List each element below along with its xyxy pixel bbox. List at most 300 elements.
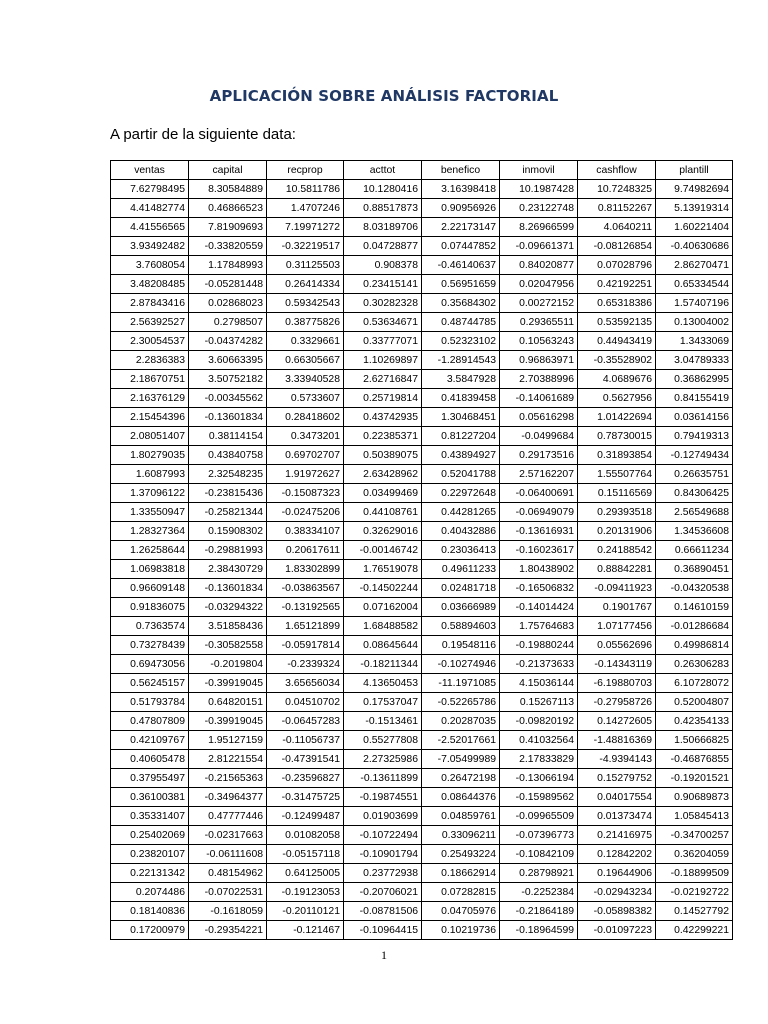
table-cell-ventas: 0.36100381 <box>111 788 189 807</box>
table-cell-capital: -0.07022531 <box>189 883 267 902</box>
table-cell-plantill: 1.50666825 <box>656 731 733 750</box>
table-cell-plantill: 2.56549688 <box>656 503 733 522</box>
table-cell-inmovil: -0.06949079 <box>500 503 578 522</box>
table-cell-recprop: -0.02475206 <box>267 503 344 522</box>
table-cell-inmovil: -0.2252384 <box>500 883 578 902</box>
table-cell-recprop: -0.05157118 <box>267 845 344 864</box>
table-row <box>111 408 733 427</box>
table-cell-plantill: 1.60221404 <box>656 218 733 237</box>
table-cell-benefico: -7.05499989 <box>422 750 500 769</box>
column-header-plantill: plantill <box>656 161 733 180</box>
table-cell-acttot: -0.10722494 <box>344 826 422 845</box>
table-cell-benefico: -0.10274946 <box>422 655 500 674</box>
table-cell-recprop: -0.11056737 <box>267 731 344 750</box>
table-row <box>111 617 733 636</box>
table-cell-inmovil: 0.23122748 <box>500 199 578 218</box>
table-cell-inmovil: -0.14014424 <box>500 598 578 617</box>
table-cell-cashflow: 0.15116569 <box>578 484 656 503</box>
table-cell-inmovil: -0.16506832 <box>500 579 578 598</box>
table-cell-cashflow: 1.55507764 <box>578 465 656 484</box>
table-cell-cashflow: 0.21416975 <box>578 826 656 845</box>
table-cell-plantill: 0.26306283 <box>656 655 733 674</box>
table-cell-cashflow: -0.01097223 <box>578 921 656 940</box>
table-cell-cashflow: 4.0689676 <box>578 370 656 389</box>
table-cell-plantill: -0.18899509 <box>656 864 733 883</box>
table-cell-recprop: -0.23596827 <box>267 769 344 788</box>
table-cell-ventas: 0.51793784 <box>111 693 189 712</box>
table-cell-plantill: 0.52004807 <box>656 693 733 712</box>
table-cell-inmovil: 1.75764683 <box>500 617 578 636</box>
table-cell-capital: 3.60663395 <box>189 351 267 370</box>
table-cell-cashflow: 1.07177456 <box>578 617 656 636</box>
table-cell-cashflow: -0.14343119 <box>578 655 656 674</box>
table-cell-cashflow: 0.88842281 <box>578 560 656 579</box>
table-cell-ventas: 0.35331407 <box>111 807 189 826</box>
table-cell-inmovil: 8.26966599 <box>500 218 578 237</box>
table-cell-acttot: 2.27325986 <box>344 750 422 769</box>
table-cell-acttot: 0.23415141 <box>344 275 422 294</box>
table-cell-benefico: 0.35684302 <box>422 294 500 313</box>
table-cell-acttot: -0.10964415 <box>344 921 422 940</box>
table-cell-acttot: 0.43742935 <box>344 408 422 427</box>
table-cell-benefico: 0.43894927 <box>422 446 500 465</box>
table-cell-inmovil: 0.29173516 <box>500 446 578 465</box>
table-row <box>111 503 733 522</box>
table-row <box>111 351 733 370</box>
table-cell-cashflow: 0.12842202 <box>578 845 656 864</box>
table-row <box>111 446 733 465</box>
table-cell-acttot: -0.19874551 <box>344 788 422 807</box>
table-row <box>111 313 733 332</box>
table-cell-acttot: 1.10269897 <box>344 351 422 370</box>
table-cell-recprop: -0.32219517 <box>267 237 344 256</box>
table-cell-plantill: 0.26635751 <box>656 465 733 484</box>
table-cell-recprop: 3.33940528 <box>267 370 344 389</box>
table-cell-recprop: 0.20617611 <box>267 541 344 560</box>
table-cell-capital: 0.38114154 <box>189 427 267 446</box>
table-cell-recprop: -0.19123053 <box>267 883 344 902</box>
table-row <box>111 845 733 864</box>
table-cell-recprop: -0.121467 <box>267 921 344 940</box>
table-cell-benefico: 3.16398418 <box>422 180 500 199</box>
table-cell-benefico: 0.23036413 <box>422 541 500 560</box>
table-cell-ventas: 0.37955497 <box>111 769 189 788</box>
table-row <box>111 560 733 579</box>
table-cell-capital: 0.46866523 <box>189 199 267 218</box>
table-cell-benefico: 0.08644376 <box>422 788 500 807</box>
table-cell-recprop: 0.38775826 <box>267 313 344 332</box>
table-cell-acttot: 0.25719814 <box>344 389 422 408</box>
table-cell-acttot: 0.53634671 <box>344 313 422 332</box>
table-cell-ventas: 0.18140836 <box>111 902 189 921</box>
table-cell-ventas: 0.40605478 <box>111 750 189 769</box>
table-cell-inmovil: 1.80438902 <box>500 560 578 579</box>
table-cell-capital: -0.34964377 <box>189 788 267 807</box>
table-cell-inmovil: -0.06400691 <box>500 484 578 503</box>
table-cell-ventas: 0.91836075 <box>111 598 189 617</box>
table-cell-benefico: -0.46140637 <box>422 256 500 275</box>
table-cell-benefico: 0.49611233 <box>422 560 500 579</box>
table-row <box>111 218 733 237</box>
table-cell-plantill: -0.12749434 <box>656 446 733 465</box>
table-row <box>111 256 733 275</box>
table-cell-plantill: 0.14527792 <box>656 902 733 921</box>
table-cell-cashflow: 0.01373474 <box>578 807 656 826</box>
table-cell-acttot: 0.88517873 <box>344 199 422 218</box>
table-row <box>111 332 733 351</box>
table-cell-inmovil: 4.15036144 <box>500 674 578 693</box>
table-cell-plantill: 1.57407196 <box>656 294 733 313</box>
table-row <box>111 750 733 769</box>
table-cell-recprop: -0.15087323 <box>267 484 344 503</box>
table-row <box>111 636 733 655</box>
table-cell-plantill: 2.86270471 <box>656 256 733 275</box>
table-cell-capital: -0.03294322 <box>189 598 267 617</box>
table-cell-capital: -0.00345562 <box>189 389 267 408</box>
table-cell-cashflow: 0.53592135 <box>578 313 656 332</box>
table-cell-capital: -0.39919045 <box>189 674 267 693</box>
table-cell-ventas: 0.42109767 <box>111 731 189 750</box>
table-cell-benefico: 2.22173147 <box>422 218 500 237</box>
column-header-cashflow: cashflow <box>578 161 656 180</box>
table-cell-benefico: 0.20287035 <box>422 712 500 731</box>
table-cell-inmovil: 0.84020877 <box>500 256 578 275</box>
column-header-acttot: acttot <box>344 161 422 180</box>
table-cell-benefico: 3.5847928 <box>422 370 500 389</box>
table-row <box>111 294 733 313</box>
table-cell-plantill: -0.01286684 <box>656 617 733 636</box>
table-cell-benefico: 1.30468451 <box>422 408 500 427</box>
table-cell-cashflow: 0.14272605 <box>578 712 656 731</box>
table-cell-ventas: 4.41482774 <box>111 199 189 218</box>
table-row <box>111 788 733 807</box>
table-cell-ventas: 0.73278439 <box>111 636 189 655</box>
table-cell-acttot: -0.1513461 <box>344 712 422 731</box>
table-cell-ventas: 4.41556565 <box>111 218 189 237</box>
table-cell-recprop: 0.01082058 <box>267 826 344 845</box>
data-table <box>110 160 733 940</box>
table-cell-ventas: 1.28327364 <box>111 522 189 541</box>
table-cell-cashflow: 0.15279752 <box>578 769 656 788</box>
table-cell-acttot: 4.13650453 <box>344 674 422 693</box>
table-cell-cashflow: 0.78730015 <box>578 427 656 446</box>
table-cell-ventas: 0.25402069 <box>111 826 189 845</box>
table-cell-plantill: 1.3433069 <box>656 332 733 351</box>
table-cell-capital: 2.32548235 <box>189 465 267 484</box>
table-row <box>111 237 733 256</box>
table-cell-recprop: -0.13192565 <box>267 598 344 617</box>
table-cell-cashflow: 0.07028796 <box>578 256 656 275</box>
table-cell-cashflow: 10.7248325 <box>578 180 656 199</box>
table-cell-cashflow: 0.29393518 <box>578 503 656 522</box>
table-cell-cashflow: -0.02943234 <box>578 883 656 902</box>
table-cell-ventas: 0.7363574 <box>111 617 189 636</box>
intro-text: A partir de la siguiente data: <box>110 126 296 143</box>
table-cell-acttot: 0.32629016 <box>344 522 422 541</box>
table-cell-inmovil: 2.57162207 <box>500 465 578 484</box>
table-cell-benefico: -1.28914543 <box>422 351 500 370</box>
table-cell-benefico: -2.52017661 <box>422 731 500 750</box>
table-cell-ventas: 7.62798495 <box>111 180 189 199</box>
table-cell-benefico: 0.41839458 <box>422 389 500 408</box>
table-cell-cashflow: -1.48816369 <box>578 731 656 750</box>
table-cell-ventas: 1.37096122 <box>111 484 189 503</box>
table-cell-plantill: 0.79419313 <box>656 427 733 446</box>
table-cell-ventas: 1.6087993 <box>111 465 189 484</box>
table-cell-ventas: 1.26258644 <box>111 541 189 560</box>
table-cell-recprop: 10.5811786 <box>267 180 344 199</box>
table-cell-inmovil: -0.09820192 <box>500 712 578 731</box>
table-cell-plantill: 0.36862995 <box>656 370 733 389</box>
table-cell-benefico: 0.18662914 <box>422 864 500 883</box>
table-row <box>111 674 733 693</box>
table-cell-inmovil: -0.0499684 <box>500 427 578 446</box>
table-cell-acttot: 1.76519078 <box>344 560 422 579</box>
table-cell-recprop: -0.12499487 <box>267 807 344 826</box>
table-cell-inmovil: -0.14061689 <box>500 389 578 408</box>
table-cell-recprop: 0.3329661 <box>267 332 344 351</box>
table-cell-acttot: 0.30282328 <box>344 294 422 313</box>
table-cell-ventas: 3.93492482 <box>111 237 189 256</box>
table-cell-ventas: 0.96609148 <box>111 579 189 598</box>
table-cell-recprop: -0.06457283 <box>267 712 344 731</box>
table-cell-capital: -0.2019804 <box>189 655 267 674</box>
table-cell-benefico: 0.52041788 <box>422 465 500 484</box>
table-cell-plantill: 0.36890451 <box>656 560 733 579</box>
table-cell-plantill: -0.19201521 <box>656 769 733 788</box>
table-cell-inmovil: -0.09661371 <box>500 237 578 256</box>
table-cell-ventas: 3.48208485 <box>111 275 189 294</box>
table-cell-capital: 7.81909693 <box>189 218 267 237</box>
table-cell-ventas: 2.16376129 <box>111 389 189 408</box>
table-cell-ventas: 1.06983818 <box>111 560 189 579</box>
table-cell-benefico: 0.56951659 <box>422 275 500 294</box>
table-cell-plantill: 6.10728072 <box>656 674 733 693</box>
table-cell-plantill: 0.13004002 <box>656 313 733 332</box>
column-header-inmovil: inmovil <box>500 161 578 180</box>
table-cell-acttot: -0.00146742 <box>344 541 422 560</box>
table-cell-benefico: 0.25493224 <box>422 845 500 864</box>
table-cell-plantill: 0.84306425 <box>656 484 733 503</box>
table-cell-cashflow: 4.0640211 <box>578 218 656 237</box>
table-cell-cashflow: -0.08126854 <box>578 237 656 256</box>
table-cell-acttot: -0.10901794 <box>344 845 422 864</box>
table-cell-acttot: -0.08781506 <box>344 902 422 921</box>
table-row <box>111 199 733 218</box>
table-cell-acttot: 0.17537047 <box>344 693 422 712</box>
table-cell-ventas: 1.80279035 <box>111 446 189 465</box>
table-cell-ventas: 0.23820107 <box>111 845 189 864</box>
table-cell-inmovil: 0.15267113 <box>500 693 578 712</box>
table-cell-inmovil: 10.1987428 <box>500 180 578 199</box>
table-cell-benefico: 0.44281265 <box>422 503 500 522</box>
table-cell-cashflow: -0.05898382 <box>578 902 656 921</box>
table-cell-ventas: 2.56392527 <box>111 313 189 332</box>
table-cell-recprop: -0.47391541 <box>267 750 344 769</box>
table-cell-recprop: 0.64125005 <box>267 864 344 883</box>
table-cell-benefico: 0.26472198 <box>422 769 500 788</box>
table-cell-benefico: 0.07447852 <box>422 237 500 256</box>
table-cell-ventas: 3.7608054 <box>111 256 189 275</box>
table-row <box>111 731 733 750</box>
table-cell-capital: 3.51858436 <box>189 617 267 636</box>
table-cell-ventas: 2.08051407 <box>111 427 189 446</box>
table-cell-cashflow: 0.04017554 <box>578 788 656 807</box>
table-cell-recprop: 7.19971272 <box>267 218 344 237</box>
table-cell-capital: -0.25821344 <box>189 503 267 522</box>
table-cell-benefico: -0.52265786 <box>422 693 500 712</box>
table-cell-capital: 0.48154962 <box>189 864 267 883</box>
table-row <box>111 579 733 598</box>
table-cell-capital: -0.1618059 <box>189 902 267 921</box>
table-cell-plantill: 0.84155419 <box>656 389 733 408</box>
table-cell-benefico: 0.48744785 <box>422 313 500 332</box>
table-cell-plantill: -0.02192722 <box>656 883 733 902</box>
table-cell-acttot: 0.55277808 <box>344 731 422 750</box>
table-cell-plantill: 0.42299221 <box>656 921 733 940</box>
table-cell-recprop: 0.31125503 <box>267 256 344 275</box>
table-cell-inmovil: -0.21373633 <box>500 655 578 674</box>
table-cell-inmovil: 0.02047956 <box>500 275 578 294</box>
table-cell-acttot: -0.14502244 <box>344 579 422 598</box>
table-cell-benefico: 0.03666989 <box>422 598 500 617</box>
table-row <box>111 389 733 408</box>
table-cell-ventas: 1.33550947 <box>111 503 189 522</box>
table-cell-recprop: 0.5733607 <box>267 389 344 408</box>
table-cell-benefico: 0.52323102 <box>422 332 500 351</box>
table-cell-capital: -0.13601834 <box>189 408 267 427</box>
table-cell-plantill: 5.13919314 <box>656 199 733 218</box>
table-cell-cashflow: 0.5627956 <box>578 389 656 408</box>
table-cell-inmovil: -0.15989562 <box>500 788 578 807</box>
table-cell-recprop: -0.05917814 <box>267 636 344 655</box>
table-cell-inmovil: -0.13616931 <box>500 522 578 541</box>
table-cell-recprop: -0.2339324 <box>267 655 344 674</box>
table-cell-plantill: -0.04320538 <box>656 579 733 598</box>
table-cell-inmovil: -0.21864189 <box>500 902 578 921</box>
table-cell-cashflow: -0.09411923 <box>578 579 656 598</box>
table-body <box>111 180 733 940</box>
table-cell-benefico: 0.22972648 <box>422 484 500 503</box>
table-cell-ventas: 0.17200979 <box>111 921 189 940</box>
table-cell-inmovil: 0.10563243 <box>500 332 578 351</box>
table-cell-benefico: 0.58894603 <box>422 617 500 636</box>
table-cell-recprop: -0.03863567 <box>267 579 344 598</box>
table-cell-acttot: 0.08645644 <box>344 636 422 655</box>
table-cell-capital: 0.15908302 <box>189 522 267 541</box>
table-cell-recprop: 0.28418602 <box>267 408 344 427</box>
table-cell-recprop: 0.69702707 <box>267 446 344 465</box>
table-cell-inmovil: -0.16023617 <box>500 541 578 560</box>
table-cell-cashflow: 0.44943419 <box>578 332 656 351</box>
table-cell-acttot: 0.01903699 <box>344 807 422 826</box>
table-cell-acttot: 0.07162004 <box>344 598 422 617</box>
table-cell-benefico: 0.81227204 <box>422 427 500 446</box>
table-row <box>111 807 733 826</box>
table-cell-capital: 0.02868023 <box>189 294 267 313</box>
table-cell-cashflow: 0.42192251 <box>578 275 656 294</box>
table-cell-ventas: 0.22131342 <box>111 864 189 883</box>
table-cell-ventas: 2.18670751 <box>111 370 189 389</box>
table-cell-cashflow: 0.81152267 <box>578 199 656 218</box>
table-cell-inmovil: 0.96863971 <box>500 351 578 370</box>
table-row <box>111 541 733 560</box>
table-cell-recprop: 0.3473201 <box>267 427 344 446</box>
table-cell-ventas: 2.30054537 <box>111 332 189 351</box>
table-cell-acttot: 2.62716847 <box>344 370 422 389</box>
column-header-capital: capital <box>189 161 267 180</box>
table-cell-capital: 1.17848993 <box>189 256 267 275</box>
table-cell-cashflow: 0.05562696 <box>578 636 656 655</box>
table-cell-capital: 3.50752182 <box>189 370 267 389</box>
table-cell-capital: -0.23815436 <box>189 484 267 503</box>
table-cell-recprop: -0.20110121 <box>267 902 344 921</box>
table-cell-acttot: 2.63428962 <box>344 465 422 484</box>
table-cell-capital: 0.43840758 <box>189 446 267 465</box>
table-cell-plantill: 0.90689873 <box>656 788 733 807</box>
table-cell-acttot: -0.13611899 <box>344 769 422 788</box>
table-cell-capital: -0.13601834 <box>189 579 267 598</box>
table-cell-plantill: 1.05845413 <box>656 807 733 826</box>
table-row <box>111 180 733 199</box>
table-cell-capital: -0.29881993 <box>189 541 267 560</box>
table-row <box>111 826 733 845</box>
column-header-recprop: recprop <box>267 161 344 180</box>
table-row <box>111 370 733 389</box>
column-header-benefico: benefico <box>422 161 500 180</box>
table-cell-acttot: 1.68488582 <box>344 617 422 636</box>
table-cell-ventas: 0.56245157 <box>111 674 189 693</box>
table-row <box>111 598 733 617</box>
table-cell-plantill: 3.04789333 <box>656 351 733 370</box>
table-cell-plantill: 0.36204059 <box>656 845 733 864</box>
table-cell-capital: 1.95127159 <box>189 731 267 750</box>
table-cell-capital: -0.29354221 <box>189 921 267 940</box>
table-cell-cashflow: 0.20131906 <box>578 522 656 541</box>
table-cell-acttot: 8.03189706 <box>344 218 422 237</box>
table-cell-acttot: 0.04728877 <box>344 237 422 256</box>
table-cell-cashflow: 0.24188542 <box>578 541 656 560</box>
table-cell-plantill: 0.14610159 <box>656 598 733 617</box>
table-cell-capital: 0.47777446 <box>189 807 267 826</box>
table-row <box>111 883 733 902</box>
table-cell-acttot: 0.33777071 <box>344 332 422 351</box>
table-cell-recprop: 1.65121899 <box>267 617 344 636</box>
table-cell-acttot: 0.50389075 <box>344 446 422 465</box>
table-cell-plantill: 1.34536608 <box>656 522 733 541</box>
table-cell-inmovil: 2.17833829 <box>500 750 578 769</box>
table-cell-recprop: 0.26414334 <box>267 275 344 294</box>
table-cell-recprop: 1.83302899 <box>267 560 344 579</box>
table-cell-capital: 0.2798507 <box>189 313 267 332</box>
table-cell-inmovil: -0.19880244 <box>500 636 578 655</box>
table-cell-capital: 2.38430729 <box>189 560 267 579</box>
table-cell-benefico: 0.10219736 <box>422 921 500 940</box>
table-cell-acttot: -0.18211344 <box>344 655 422 674</box>
table-cell-recprop: 3.65656034 <box>267 674 344 693</box>
table-cell-inmovil: 0.29365511 <box>500 313 578 332</box>
table-cell-inmovil: 0.28798921 <box>500 864 578 883</box>
table-cell-plantill: 0.49986814 <box>656 636 733 655</box>
table-cell-acttot: 0.908378 <box>344 256 422 275</box>
table-cell-benefico: 0.33096211 <box>422 826 500 845</box>
table-cell-cashflow: 0.19644906 <box>578 864 656 883</box>
table-cell-recprop: 1.91972627 <box>267 465 344 484</box>
table-cell-inmovil: -0.18964599 <box>500 921 578 940</box>
table-cell-ventas: 0.69473056 <box>111 655 189 674</box>
table-row <box>111 693 733 712</box>
table-row <box>111 275 733 294</box>
